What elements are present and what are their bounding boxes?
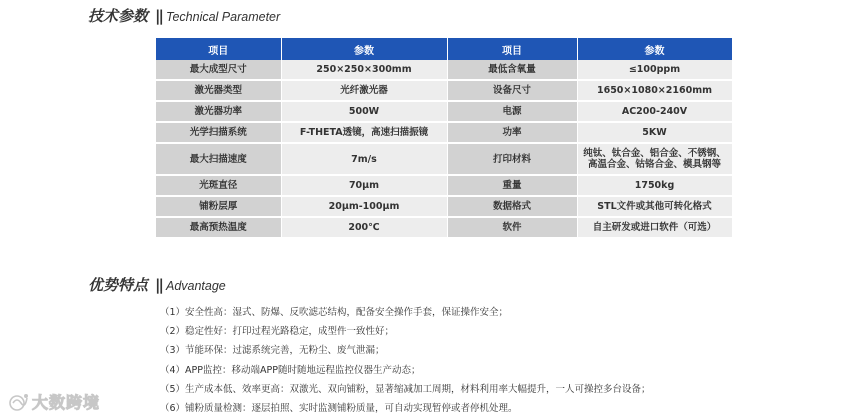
table-cell-value: 500W (281, 101, 447, 122)
table-row (156, 101, 732, 122)
advantage-title-en: Advantage (165, 279, 226, 293)
header-item-2: 项目 (447, 38, 577, 60)
list-item: （5）生产成本低、效率更高：双激光、双向铺粉，显著缩减加工周期，材料利用率大幅提升，一人可操控多台设备； (160, 383, 651, 395)
table-cell-value: 20μm-100μm (281, 196, 447, 217)
table-cell-value: 1650×1080×2160mm (577, 80, 732, 101)
header-param-2: 参数 (577, 38, 732, 60)
table-cell-value: 7m/s (281, 143, 447, 175)
table-cell-value: 200℃ (281, 217, 447, 238)
table-row (156, 122, 732, 143)
table-row (156, 143, 732, 175)
table-cell-value: STL文件或其他可转化格式 (577, 196, 732, 217)
table-row (156, 217, 732, 238)
table-cell-label: 激光器功率 (156, 101, 281, 122)
advantage-list (160, 303, 651, 418)
table-header-row (156, 38, 732, 60)
table-row (156, 60, 732, 80)
table-cell-value-multiline: 纯钛、钛合金、铝合金、不锈钢、 高温合金、钴铬合金、模具钢等 (577, 143, 732, 175)
table-cell-value: 250×250×300mm (281, 60, 447, 80)
table-cell-label: 最大扫描速度 (156, 143, 281, 175)
table-cell-label: 光斑直径 (156, 175, 281, 196)
list-item: （4）APP监控：移动端APP随时随地远程监控仪器生产动态； (160, 364, 421, 376)
table-cell-label: 软件 (447, 217, 577, 238)
table-row (156, 175, 732, 196)
table-cell-value: ≤100ppm (577, 60, 732, 80)
table-cell-value: 1750kg (577, 175, 732, 196)
table-cell-label: 最低含氧量 (447, 60, 577, 80)
table-cell-label: 最大成型尺寸 (156, 60, 281, 80)
header-param-1: 参数 (281, 38, 447, 60)
table-cell-label: 功率 (447, 122, 577, 143)
technical-parameter-table (156, 38, 733, 239)
technical-title-en: Technical Parameter (165, 10, 281, 24)
table-cell-label: 打印材料 (447, 143, 577, 175)
list-item: （1）安全性高：湿式、防爆、反吹滤芯结构，配备安全操作手套，保证操作安全； (160, 307, 509, 318)
table-cell-label: 光学扫描系统 (156, 122, 281, 143)
table-cell-label: 设备尺寸 (447, 80, 577, 101)
table-row (156, 196, 732, 217)
table-cell-value: 光纤激光器 (281, 80, 447, 101)
technical-parameter-title (88, 5, 280, 26)
table-cell-value: 自主研发或进口软件（可选） (577, 217, 732, 238)
advantage-title (88, 274, 226, 295)
list-item: （2）稳定性好：打印过程光路稳定，成型件一致性好； (160, 326, 395, 338)
watermark-logo-icon (8, 392, 30, 412)
list-item: （6）铺粉质量检测：逐层拍照、实时监测铺粉质量，可自动实现暂停或者停机处理。 (160, 403, 518, 415)
table-cell-label: 重量 (447, 175, 577, 196)
table-cell-label: 铺粉层厚 (156, 196, 281, 217)
table-cell-value: 70μm (281, 175, 447, 196)
table-row (156, 80, 732, 101)
title-separator: || (155, 276, 162, 294)
table-cell-value: F-THETA透镜，高速扫描振镜 (281, 122, 447, 143)
table-cell-label: 激光器类型 (156, 80, 281, 101)
title-separator: || (155, 7, 162, 25)
table-cell-value: 5KW (577, 122, 732, 143)
table-cell-label: 电源 (447, 101, 577, 122)
advantage-title-zh: 优势特点 (88, 276, 149, 294)
table-cell-value: AC200-240V (577, 101, 732, 122)
list-item: （3）节能环保：过滤系统完善，无粉尘、废气泄漏； (160, 345, 385, 357)
table-cell-label: 最高预热温度 (156, 217, 281, 238)
technical-title-zh: 技术参数 (88, 7, 149, 25)
watermark (8, 390, 100, 413)
watermark-text: 大数跨境 (32, 393, 101, 412)
header-item-1: 项目 (156, 38, 281, 60)
table-cell-label: 数据格式 (447, 196, 577, 217)
